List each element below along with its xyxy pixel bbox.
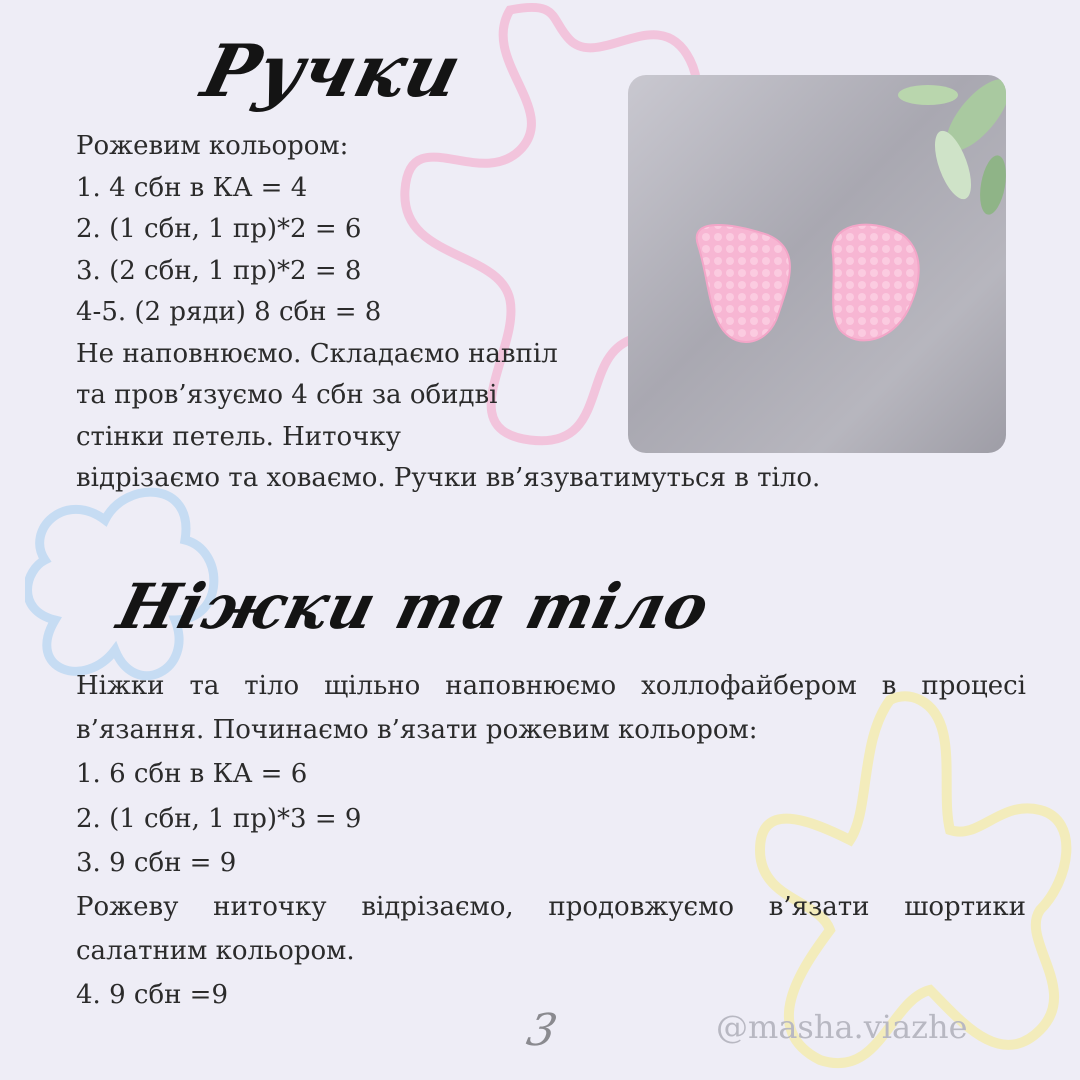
- instruction-line: стінки петель. Ниточку: [76, 421, 401, 452]
- instruction-line: відрізаємо та ховаємо. Ручки вв’язуватимуться в тіло.: [76, 463, 821, 493]
- instruction-line: Не наповнюємо. Складаємо навпіл: [76, 338, 558, 369]
- instruction-paragraph: Ніжки та тіло щільно наповнюємо холлофайбером в процесі в’язання. Починаємо в’язати рожевим кольором:: [76, 671, 1026, 746]
- instruction-line: 4. 9 сбн =9: [76, 980, 229, 1011]
- leaves-decoration: [898, 75, 1006, 217]
- photo-illustration: [628, 75, 1006, 453]
- crochet-arm-left: [697, 225, 790, 342]
- section-title-ruchky: Ручки: [194, 28, 471, 113]
- instruction-line: та пров’язуємо 4 сбн за обидві: [76, 380, 498, 410]
- instruction-line: 3. 9 сбн = 9: [76, 847, 237, 878]
- instruction-line: 1. 4 сбн в КА = 4: [76, 172, 308, 203]
- instruction-line: 1. 6 сбн в КА = 6: [76, 759, 308, 790]
- instruction-paragraph: Рожеву ниточку відрізаємо, продовжуємо в’язати шортики салатним кольором.: [76, 892, 1026, 967]
- author-handle: @masha.viazhe: [716, 1008, 968, 1046]
- instruction-line: 4-5. (2 ряди) 8 сбн = 8: [76, 297, 382, 327]
- instruction-line: Рожевим кольором:: [76, 131, 349, 161]
- instruction-line: 3. (2 сбн, 1 пр)*2 = 8: [76, 255, 362, 286]
- page-number: 3: [522, 1005, 562, 1056]
- crochet-arm-right: [833, 225, 919, 341]
- instruction-line: 2. (1 сбн, 1 пр)*2 = 6: [76, 214, 362, 244]
- crochet-arms-photo: [628, 75, 1006, 453]
- instruction-line: 2. (1 сбн, 1 пр)*3 = 9: [76, 803, 362, 834]
- section-title-nizhky-ta-tilo: Ніжки та тіло: [110, 570, 718, 643]
- nizhky-instructions: [76, 664, 1026, 1018]
